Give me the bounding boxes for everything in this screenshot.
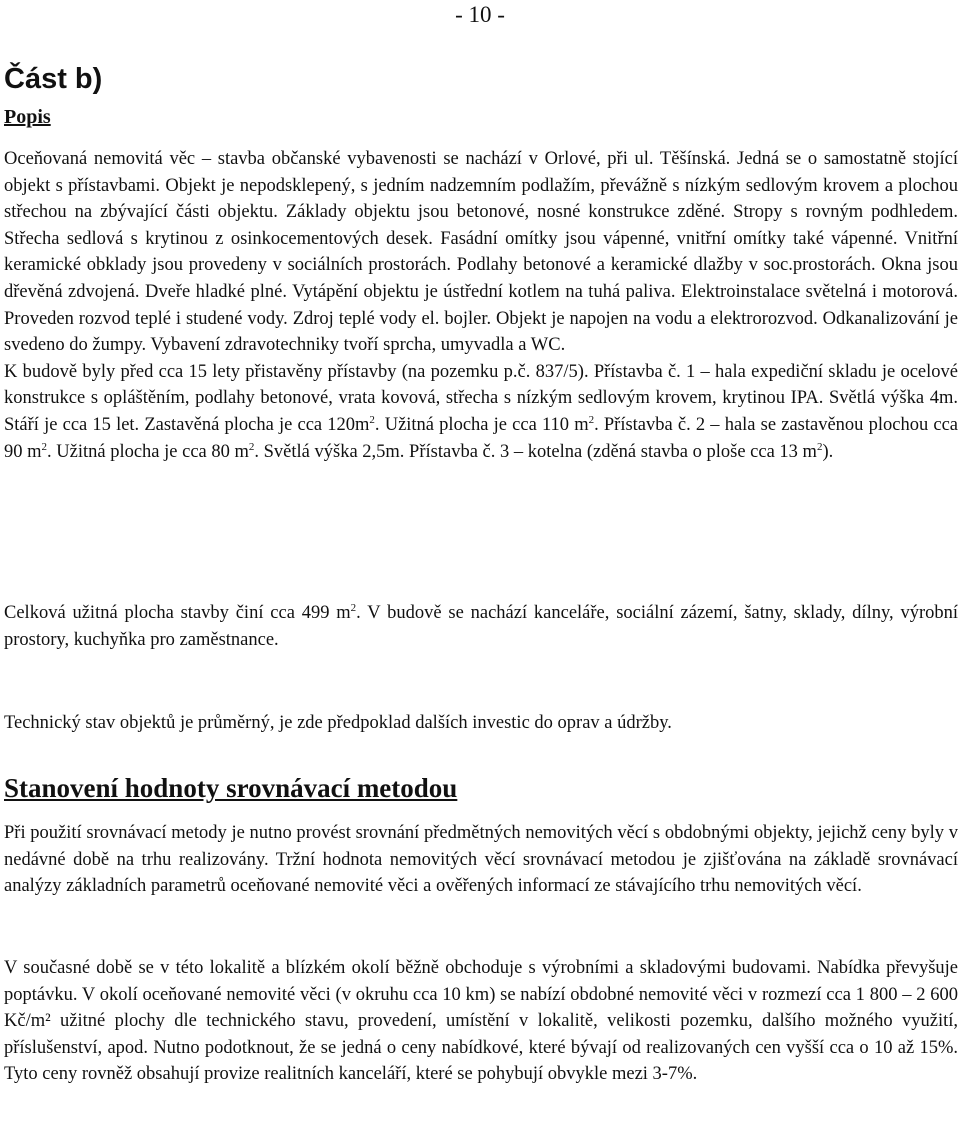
superscript: 2 — [350, 602, 357, 614]
celkova-text-1: Celková užitná plocha stavby činí cca 499 m — [4, 603, 351, 623]
superscript: 2 — [41, 440, 48, 453]
page-number: - 10 - — [455, 2, 505, 27]
popis-text-1: Oceňovaná nemovitá věc – stavba občanské vybavenosti se nachází v Orlové, při ul. Těšínská. Jedná se o samostatně stojící objekt s přístavbami. Objekt je nepodsklepený, s jedním nadzemním podlažím, převážně s nízkým sedlovým krovem a plochou střechou na zbývající části objektu. Základy objektu jsou betonové, nosné konstrukce zděné. Stropy s rovným podhledem. Střecha sedlová s krytinou z osinkocementových desek. Fasádní omítky jsou vápenné, vnitřní omítky také vápenné. Vnitřní keramické obklady jsou provedeny v sociálních prostorách. Podlahy betonové a keramické dlažby v soc.prostorách. Okna jsou dřevěná zdvojená. Dveře hladké plné. Vytápění objektu je ústřední kotlem na tuhá paliva. Elektroinstalace světelná i motorová. Proveden rozvod teplé i studené vody. Zdroj teplé vody el. bojler. Objekt je napojen na vodu a elektrorozvod. Odkanalizování je svedeno do žumpy. Vybavení zdravotechniky tvoří sprcha, umyvadla a WC. — [4, 149, 958, 356]
popis-text-6: . Světlá výška 2,5m. Přístavba č. 3 – kotelna (zděná stavba o ploše cca 13 m — [254, 441, 817, 462]
superscript: 2 — [369, 413, 375, 426]
popis-text-7: ). — [822, 441, 834, 462]
popis-heading: Popis — [4, 106, 51, 128]
superscript: 2 — [588, 413, 595, 426]
popis-text-2: K budově byly před cca 15 lety přistavěny přístavby (na pozemku p.č. 837/5). Přístavba č. 1 – hala expediční skladu je ocelové konstrukce s opláštěním, podlahy betonové, vrata kovová, střecha s nízkým sedlovým krovem, krytinou IPA. Světlá výška 4m. Stáří je cca 15 let. Zastavěná plocha je cca 120m — [4, 361, 958, 435]
technicky-stav-paragraph: Technický stav objektů je průměrný, je zde předpoklad dalších investic do oprav a údržby. — [4, 713, 672, 733]
popis-text-3: . Užitná plocha je cca 110 m — [374, 414, 589, 435]
srovnavaci-paragraph-1: Při použití srovnávací metody je nutno provést srovnání předmětných nemovitých věcí s obdobnými objekty, jejichž ceny byly v nedávné době na trhu realizovány. Tržní hodnota nemovitých věcí srovnávací metodou je zjišťována na základě srovnávací analýzy základních parametrů oceňované nemovité věci a ověřených informací ze stávajícího trhu nemovitých věcí. — [4, 823, 958, 897]
superscript: 2 — [248, 440, 255, 453]
superscript: 2 — [816, 440, 823, 453]
srovnavaci-paragraph-2: V současné době se v této lokalitě a blízkém okolí běžně obchoduje s výrobními a skladovými budovami. Nabídka převyšuje poptávku. V okolí oceňované nemovité věci (v okruhu cca 10 km) se nabízí obdobné nemovité věci v rozmezí cca 1 800 – 2 600 Kč/m² užitné plochy dle technického stavu, provedení, umístění v lokalitě, velikosti pozemku, dalšího možného využití, příslušenství, apod. Nutno podotknout, že se jedná o ceny nabídkové, které bývají od realizovaných cen vyšší cca o 10 až 15%. Tyto ceny rovněž obsahují provize realitních kanceláří, které se pohybují obvykle mezi 3-7%. — [4, 958, 958, 1085]
popis-text-5: . Užitná plocha je cca 80 m — [47, 441, 249, 462]
celkova-plocha-paragraph — [4, 600, 958, 653]
srovnavaci-heading: Stanovení hodnoty srovnávací metodou — [4, 773, 458, 803]
celkova-text-2: . V budově se nachází kanceláře, sociální zázemí, šatny, sklady, dílny, výrobní prostory, kuchyňka pro zaměstnance. — [4, 603, 958, 650]
section-title: Část b) — [4, 63, 103, 95]
popis-text-4: . Přístavba č. 2 – hala se zastavěnou plochou cca 90 m — [4, 414, 958, 462]
popis-paragraph — [4, 146, 958, 465]
